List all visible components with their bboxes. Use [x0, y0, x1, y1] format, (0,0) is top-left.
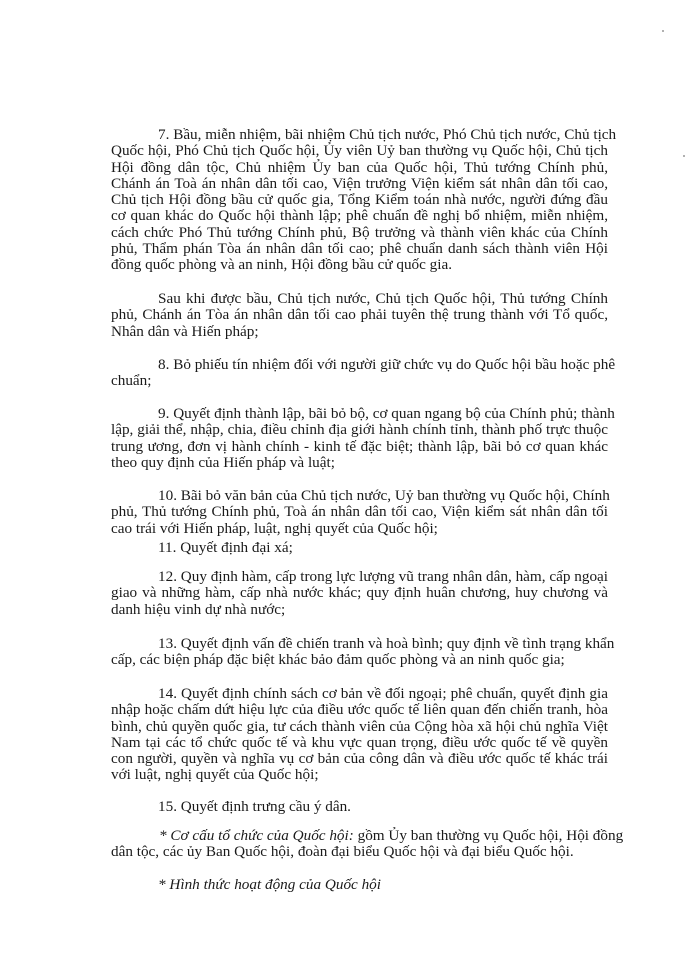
text-line: lập, giải thể, nhập, chia, điều chỉnh địa giới hành chính tỉnh, thành phố trực thuộc — [111, 421, 608, 439]
text-line: đồng quốc phòng và an ninh, Hội đồng bầu cử quốc gia. — [111, 256, 453, 274]
activity-heading-paragraph — [111, 877, 608, 893]
paragraph-item-9 — [111, 405, 615, 471]
scan-speck — [662, 30, 664, 32]
text-line: phủ, Thẩm phán Tòa án nhân dân tối cao; phê chuẩn danh sách thành viên Hội — [111, 240, 608, 258]
structure-label: * Cơ cấu tổ chức của Quốc hội: — [159, 827, 354, 844]
text-line: cao trái với Hiến pháp, luật, nghị quyết của Quốc hội; — [111, 519, 438, 537]
paragraph-item-13 — [111, 635, 615, 669]
text-line: danh hiệu vinh dự nhà nước; — [111, 600, 286, 618]
paragraph-oath — [111, 291, 608, 340]
text-line: cấp, các biện pháp đặc biệt khác bảo đảm quốc phòng và an ninh quốc gia; — [111, 651, 565, 669]
text-line: Chánh án Toà án nhân dân tối cao, Viện trưởng Viện kiểm sát nhân dân tối cao, — [111, 174, 608, 192]
text-line: Quốc hội, Phó Chủ tịch Quốc hội, Ủy viên Uỷ ban thường vụ Quốc hội, Chủ tịch — [111, 142, 608, 160]
text-line: 15. Quyết định trưng cầu ý dân. — [158, 798, 351, 815]
text-line: theo quy định của Hiến pháp và luật; — [111, 453, 335, 471]
paragraph-item-14 — [111, 686, 608, 784]
structure-line: dân tộc, các ủy Ban Quốc hội, đoàn đại biểu Quốc hội và đại biểu Quốc hội. — [111, 843, 574, 861]
text-line: chuẩn; — [111, 372, 152, 390]
text-line: giao và những hàm, cấp nhà nước khác; quy định huân chương, huy chương và — [111, 584, 608, 602]
text-line: Nam tại các tổ chức quốc tế và khu vực quan trọng, điều ước quốc tế về quyền — [111, 733, 608, 751]
text-line: 8. Bỏ phiếu tín nhiệm đối với người giữ chức vụ do Quốc hội bầu hoặc phê — [158, 356, 616, 373]
paragraph-item-10 — [111, 488, 608, 537]
paragraph-item-15 — [111, 799, 608, 815]
text-line: với luật, nghị quyết của Quốc hội; — [111, 766, 319, 784]
paragraph-item-8 — [111, 356, 616, 390]
text-line: 12. Quy định hàm, cấp trong lực lượng vũ trang nhân dân, hàm, cấp ngoại — [158, 568, 608, 585]
text-line: phủ, Chánh án Tòa án nhân dân tối cao phải tuyên thệ trung thành với Tổ quốc, — [111, 306, 608, 324]
text-line: Chủ tịch Hội đồng bầu cử quốc gia, Tổng Kiểm toán nhà nước, người đứng đầu — [111, 191, 608, 209]
text-line: 11. Quyết định đại xá; — [158, 539, 293, 556]
text-line: 9. Quyết định thành lập, bãi bỏ bộ, cơ quan ngang bộ của Chính phủ; thành — [158, 405, 615, 422]
structure-paragraph — [111, 827, 624, 861]
text-line: Nhân dân và Hiến pháp; — [111, 322, 259, 340]
activity-heading: * Hình thức hoạt động của Quốc hội — [158, 876, 381, 893]
text-line: Sau khi được bầu, Chủ tịch nước, Chủ tịch Quốc hội, Thủ tướng Chính — [158, 290, 608, 307]
text-line: Hội đồng dân tộc, Chủ nhiệm Ủy ban của Quốc hội, Thủ tướng Chính phủ, — [111, 158, 608, 176]
text-line: nhập hoặc chấm dứt hiệu lực của điều ước quốc tế liên quan đến chiến tranh, hòa — [111, 701, 608, 719]
text-line: 13. Quyết định vấn đề chiến tranh và hoà bình; quy định về tình trạng khẩn — [158, 635, 615, 652]
text-line: 7. Bầu, miễn nhiệm, bãi nhiệm Chủ tịch nước, Phó Chủ tịch nước, Chủ tịch — [158, 126, 617, 143]
paragraph-item-11 — [111, 540, 608, 556]
scan-speck — [683, 155, 685, 157]
text-line: 10. Bãi bỏ văn bản của Chủ tịch nước, Uỷ ban thường vụ Quốc hội, Chính — [158, 487, 610, 504]
text-line: con người, quyền và nghĩa vụ cơ bản của công dân và điều ước quốc tế khác trái — [111, 750, 608, 768]
structure-text: gồm Ủy ban thường vụ Quốc hội, Hội đồng — [353, 827, 624, 844]
text-line: 14. Quyết định chính sách cơ bản về đối ngoại; phê chuẩn, quyết định gia — [158, 685, 608, 702]
paragraph-item-12 — [111, 569, 608, 618]
text-line: trung ương, đơn vị hành chính - kinh tế đặc biệt; thành lập, bãi bỏ cơ quan khác — [111, 437, 608, 455]
text-line: cách chức Phó Thủ tướng Chính phủ, Bộ trưởng và thành viên khác của Chính — [111, 223, 608, 241]
text-line: bình, chủ quyền quốc gia, tư cách thành viên của Cộng hòa xã hội chủ nghĩa Việt — [111, 717, 608, 735]
text-line: phủ, Thủ tướng Chính phủ, Toà án nhân dân tối cao, Viện kiểm sát nhân dân tối — [111, 503, 608, 521]
text-line: cơ quan khác do Quốc hội thành lập; phê chuẩn đề nghị bổ nhiệm, miễn nhiệm, — [111, 207, 608, 225]
paragraph-item-7 — [111, 126, 617, 274]
